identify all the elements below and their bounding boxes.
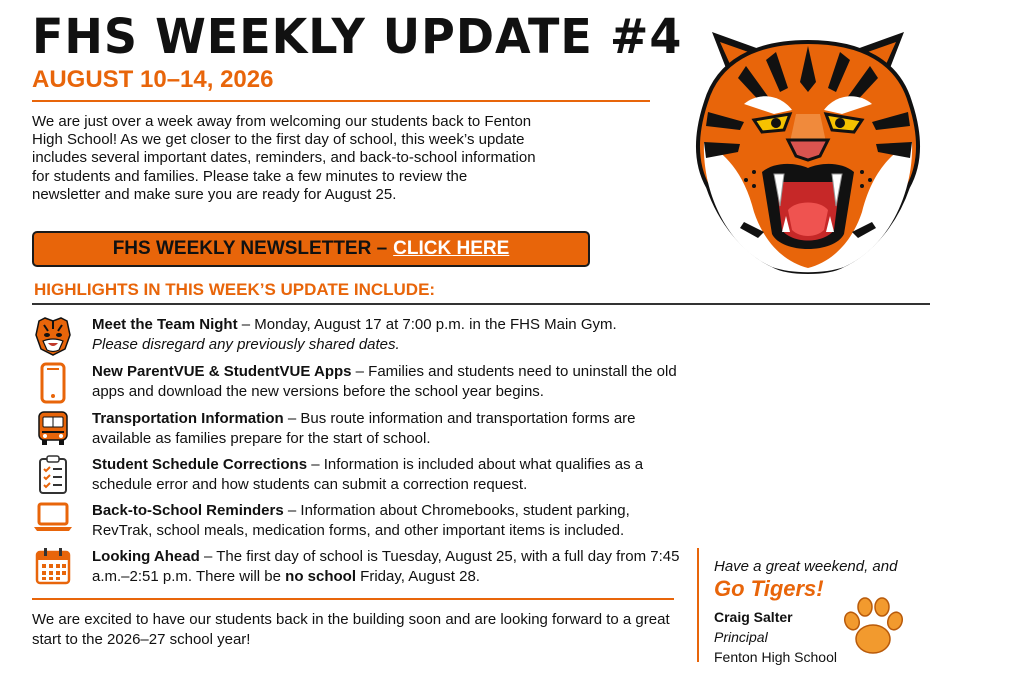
item-text-tail: Friday, August 28. <box>356 567 480 585</box>
item-title: Looking Ahead <box>92 548 200 565</box>
bus-icon <box>32 409 74 451</box>
intro-paragraph: We are just over a week away from welcoming our students back to Fenton High School! As we get closer to the first day of school, this week’s update includes several important dates, reminders, and back-to-school information for students and families. Please take a few minutes to review the newsletter and make sure you are ready for August 25. <box>32 113 536 203</box>
laptop-icon <box>32 501 74 543</box>
item-title: New ParentVUE & StudentVUE Apps <box>92 363 352 380</box>
list-item <box>32 409 692 451</box>
item-title: Meet the Team Night <box>92 316 238 333</box>
newsletter-button[interactable] <box>32 231 590 267</box>
item-text: – The first day of school is Tuesday, August 25, with a full day from 7:45 a.m.–2:51 p.m. There will be <box>92 548 680 585</box>
click-here-link[interactable]: CLICK HERE <box>393 238 510 259</box>
signature-cheer: Go Tigers! <box>714 576 824 601</box>
signature-greeting: Have a great weekend, and <box>714 558 898 575</box>
item-title: Student Schedule Corrections <box>92 456 308 473</box>
newsletter-label: FHS WEEKLY NEWSLETTER – <box>112 238 388 259</box>
highlights-heading: HIGHLIGHTS IN THIS WEEK’S UPDATE INCLUDE: <box>34 280 436 299</box>
signature-divider <box>697 548 699 662</box>
date-range: AUGUST 10–14, 2026 <box>32 66 274 93</box>
page-title: FHS WEEKLY UPDATE #4 <box>32 8 683 65</box>
list-item <box>32 362 692 404</box>
item-title: Transportation Information <box>92 410 284 427</box>
item-title: Back-to-School Reminders <box>92 502 284 519</box>
divider <box>32 303 930 305</box>
item-text: – Monday, August 17 at 7:00 p.m. in the FHS Main Gym. <box>237 316 617 333</box>
tiger-icon <box>32 315 74 357</box>
signature-name: Craig Salter <box>714 609 793 625</box>
checklist-icon <box>32 455 74 497</box>
item-emphasis: no school <box>285 567 356 585</box>
calendar-icon <box>32 547 74 589</box>
item-text: – Information about Chromebooks, student parking, RevTrak, school meals, medication forms, and other important items is included. <box>92 502 630 539</box>
list-item <box>32 501 692 543</box>
list-item <box>32 455 692 497</box>
paw-print-icon <box>840 595 906 659</box>
signature-role: Principal <box>714 629 768 645</box>
divider <box>32 100 650 102</box>
item-text: – Bus route information and transportation forms are available as families prepare for the start of school. <box>92 410 636 447</box>
item-text: – Information is included about what qualifies as a schedule error and how students can submit a correction request. <box>92 456 644 493</box>
phone-icon <box>32 362 74 404</box>
item-text: – Families and students need to uninstall the old apps and download the new versions before the school year begins. <box>92 363 677 400</box>
tiger-mascot-icon <box>684 22 932 276</box>
divider <box>32 598 674 600</box>
list-item <box>32 547 692 589</box>
item-note: Please disregard any previously shared dates. <box>92 335 400 353</box>
list-item <box>32 315 692 357</box>
closing-paragraph: We are excited to have our students back in the building soon and are looking forward to a great start to the 2026–27 school year! <box>32 611 670 648</box>
signature-school: Fenton High School <box>714 649 837 665</box>
